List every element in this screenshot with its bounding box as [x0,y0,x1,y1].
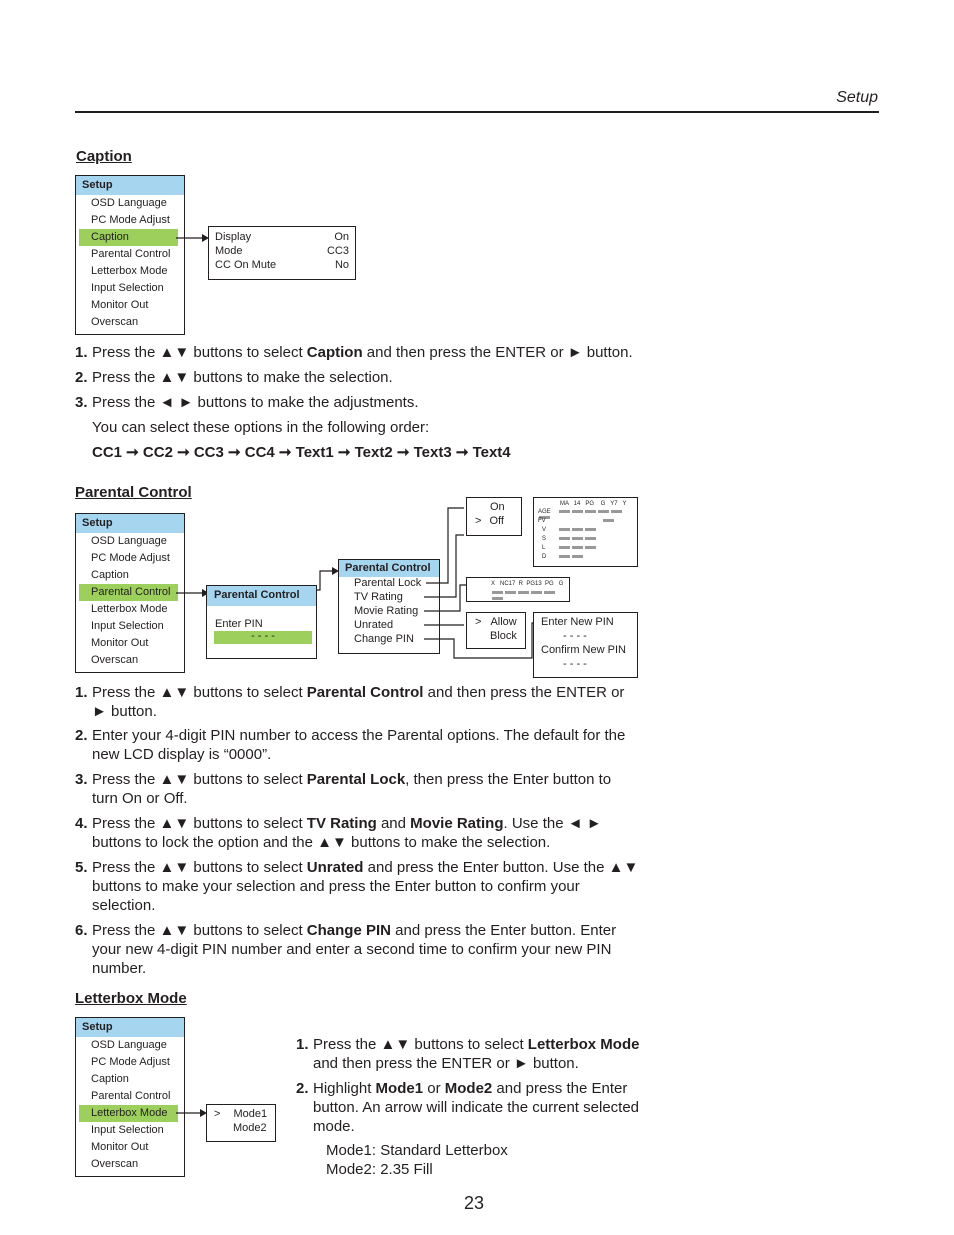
menu-item-input-selection[interactable]: Input Selection [91,282,164,294]
selection-marker: > [475,616,482,628]
menu-item-pc-mode-adjust[interactable]: PC Mode Adjust [91,552,170,564]
parental-step-3: 3. Press the ▲▼ buttons to select Parental Lock, then press the Enter button to turn On or Off. [75,771,612,807]
caption-panel [208,226,356,280]
menu-header: Setup [76,1018,184,1037]
enter-new-pin-label: Enter New PIN [541,616,614,628]
letterbox-setup-menu [75,1017,185,1177]
enter-new-pin-input[interactable]: - - - - [563,630,587,642]
letterbox-mode1-option[interactable]: Mode1 [233,1108,268,1120]
menu-item-caption[interactable]: Caption [91,569,129,581]
enter-pin-label: Enter PIN [215,618,263,630]
menu-item-caption[interactable]: Caption [91,1073,129,1085]
arrow-icon [176,1107,208,1119]
tv-rating-row-v: V [542,527,547,533]
caption-step-3: 3. Press the ◄ ► buttons to make the adjustments. [75,394,419,411]
letterbox-mode1-desc: Mode1: Standard Letterbox [326,1142,508,1159]
enter-pin-header: Parental Control [207,586,316,606]
movie-rating-labels: X NC17 R PG13 PG G [491,581,564,587]
caption-mute-label: CC On Mute [215,259,277,271]
letterbox-step-2: 2. Highlight Mode1 or Mode2 and press the Enter button. An arrow will indicate the current selected mode. [296,1080,640,1135]
letterbox-mode2-desc: Mode2: 2.35 Fill [326,1161,433,1178]
submenu-item-change-pin[interactable]: Change PIN [354,633,414,645]
parental-step-4: 4. Press the ▲▼ buttons to select TV Rating and Movie Rating. Use the ◄ ► buttons to lock the option and the ▲▼ buttons to make the selection. [75,815,602,851]
arrow-icon [316,566,340,594]
selection-marker: > [214,1108,221,1120]
tv-rating-row-l: L [542,545,546,551]
letterbox-mode2-option[interactable]: Mode2 [233,1122,267,1134]
menu-item-overscan[interactable]: Overscan [91,654,139,666]
caption-mode-label: Mode [215,245,243,257]
caption-order-intro: You can select these options in the following order: [92,419,430,436]
tv-rating-row-fv: FV [538,518,546,524]
parental-submenu-header: Parental Control [339,560,439,577]
unrated-panel [466,612,526,649]
parental-step-6: 6. Press the ▲▼ buttons to select Change PIN and press the Enter button. Enter your new 4-digit PIN number and enter a second time to confirm your new PIN number. [75,922,617,977]
tv-rating-columns: MA 14 PG G Y7 Y [560,501,627,507]
header-rule [75,111,879,113]
tv-rating-row-age: AGE [538,509,551,515]
submenu-item-unrated[interactable]: Unrated [354,619,394,631]
parental-step-5: 5. Press the ▲▼ buttons to select Unrated and press the Enter button. Use the ▲▼ buttons to make your selection and press the Enter button to confirm your selection. [75,859,639,914]
caption-mute-value[interactable]: No [334,259,349,271]
caption-display-label: Display [215,231,252,243]
menu-item-letterbox-mode[interactable]: Letterbox Mode [91,603,168,615]
caption-step-1: 1. Press the ▲▼ buttons to select Caption and then press the ENTER or ► button. [75,344,633,361]
menu-header: Setup [76,176,184,195]
submenu-item-tv-rating[interactable]: TV Rating [354,591,403,603]
menu-item-monitor-out[interactable]: Monitor Out [91,637,149,649]
submenu-item-parental-lock[interactable]: Parental Lock [354,577,422,589]
parental-step-1: 1. Press the ▲▼ buttons to select Parental Control and then press the ENTER or ► button. [75,684,625,720]
arrow-icon [176,232,210,244]
enter-pin-panel [206,585,317,659]
tv-rating-grid [533,497,638,567]
change-pin-panel [533,612,638,678]
menu-item-overscan[interactable]: Overscan [91,316,139,328]
menu-item-overscan[interactable]: Overscan [91,1158,139,1170]
caption-order: CC1 ➞ CC2 ➞ CC3 ➞ CC4 ➞ Text1 ➞ Text2 ➞ Text3 ➞ Text4 [92,444,511,461]
caption-title: Caption [76,148,132,165]
page-number: 23 [464,1193,485,1213]
parental-step-2: 2. Enter your 4-digit PIN number to access the Parental options. The default for the new LCD display is “0000”. [75,727,626,763]
lock-on-option[interactable]: On [490,501,505,513]
tv-rating-row-s: S [542,536,547,542]
menu-item-parental-control[interactable]: Parental Control [91,248,171,260]
menu-item-monitor-out[interactable]: Monitor Out [91,299,149,311]
submenu-item-movie-rating[interactable]: Movie Rating [354,605,419,617]
lock-on-off-panel [466,497,522,536]
movie-rating-bar [466,577,570,602]
caption-display-value[interactable]: On [334,231,349,243]
letterbox-mode-panel [206,1104,276,1142]
menu-item-parental-control[interactable]: Parental Control [91,1090,171,1102]
menu-item-monitor-out[interactable]: Monitor Out [91,1141,149,1153]
menu-item-letterbox-mode[interactable]: Letterbox Mode [91,265,168,277]
caption-steps [75,343,675,473]
menu-item-osd-language[interactable]: OSD Language [91,1039,167,1051]
enter-pin-input[interactable]: - - - - [214,631,312,644]
selection-marker: > [475,515,482,527]
caption-setup-menu [75,175,185,335]
header-section-label: Setup [836,89,878,106]
caption-step-2: 2. Press the ▲▼ buttons to make the selection. [75,369,393,386]
menu-item-pc-mode-adjust[interactable]: PC Mode Adjust [91,1056,170,1068]
lock-off-option[interactable]: Off [489,515,504,527]
letterbox-steps [296,1035,666,1185]
menu-item-osd-language[interactable]: OSD Language [91,197,167,209]
unrated-block-option[interactable]: Block [490,630,517,642]
menu-item-parental-control[interactable]: Parental Control [79,584,178,601]
tv-rating-row-d: D [542,554,547,560]
parental-title: Parental Control [75,484,192,501]
menu-item-osd-language[interactable]: OSD Language [91,535,167,547]
confirm-new-pin-input[interactable]: - - - - [563,658,587,670]
menu-item-pc-mode-adjust[interactable]: PC Mode Adjust [91,214,170,226]
letterbox-step-1: 1. Press the ▲▼ buttons to select Letterbox Mode and then press the ENTER or ► button. [296,1036,640,1072]
parental-setup-menu [75,513,185,673]
menu-item-caption[interactable]: Caption [79,229,178,246]
confirm-new-pin-label: Confirm New PIN [541,644,626,656]
caption-mode-value[interactable]: CC3 [326,245,349,257]
letterbox-title: Letterbox Mode [75,990,187,1007]
menu-item-input-selection[interactable]: Input Selection [91,1124,164,1136]
unrated-allow-option[interactable]: Allow [490,616,517,628]
parental-steps [75,683,665,978]
menu-header: Setup [76,514,184,533]
menu-item-letterbox-mode[interactable]: Letterbox Mode [79,1105,178,1122]
menu-item-input-selection[interactable]: Input Selection [91,620,164,632]
arrow-icon [176,587,210,599]
